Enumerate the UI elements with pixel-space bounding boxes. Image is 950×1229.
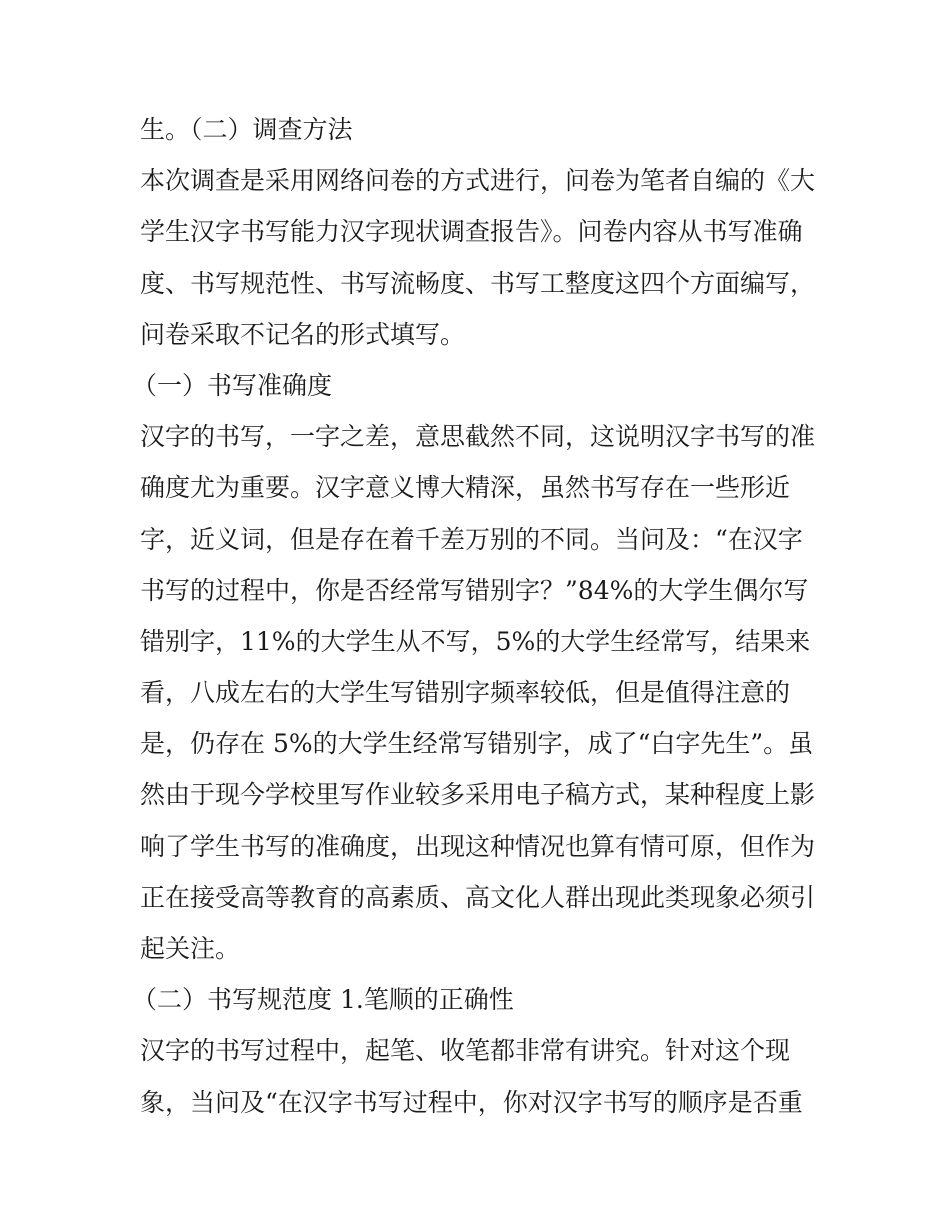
text-line-1: 生。（二）调查方法 <box>140 115 353 144</box>
text-line-7: 汉字的书写，一字之差，意思截然不同，这说明汉字书写的准 <box>140 422 816 452</box>
text-line-16: 正在接受高等教育的高素质、高文化人群出现此类现象必须引 <box>140 882 816 912</box>
text-line-11: 错别字，11%的大学生从不写，5%的大学生经常写，结果来 <box>140 626 811 656</box>
text-line-14: 然由于现今学校里写作业较多采用电子稿方式，某种程度上影 <box>140 780 816 810</box>
section-heading-standard: （二）书写规范度 1.笔顺的正确性 <box>132 985 514 1015</box>
text-line-12: 看，八成左右的大学生写错别字频率较低，但是值得注意的 <box>140 678 791 708</box>
text-line-8: 确度尤为重要。汉字意义博大精深，虽然书写存在一些形近 <box>140 473 791 503</box>
text-line-20: 象，当问及“在汉字书写过程中，你对汉字书写的顺序是否重 <box>140 1087 803 1117</box>
text-line-4: 度、书写规范性、书写流畅度、书写工整度这四个方面编写， <box>140 268 816 298</box>
document-page <box>132 104 820 1128</box>
text-line-13: 是，仍存在 5%的大学生经常写错别字，成了“白字先生”。虽 <box>140 729 814 759</box>
text-line-10: 书写的过程中，你是否经常写错别字？”84%的大学生偶尔写 <box>140 575 809 605</box>
text-line-15: 响了学生书写的准确度，出现这种情况也算有情可原，但作为 <box>140 831 816 861</box>
text-line-3: 学生汉字书写能力汉字现状调查报告》。问卷内容从书写准确 <box>140 217 803 247</box>
text-line-19: 汉字的书写过程中，起笔、收笔都非常有讲究。针对这个现 <box>140 1036 791 1066</box>
text-line-17: 起关注。 <box>140 934 241 963</box>
section-heading-accuracy: （一）书写准确度 <box>132 370 333 400</box>
text-line-5: 问卷采取不记名的形式填写。 <box>140 319 466 349</box>
text-line-9: 字，近义词，但是存在着千差万别的不同。当问及：“在汉字 <box>140 524 803 554</box>
text-line-2: 本次调查是采用网络问卷的方式进行，问卷为笔者自编的《大 <box>140 166 816 196</box>
